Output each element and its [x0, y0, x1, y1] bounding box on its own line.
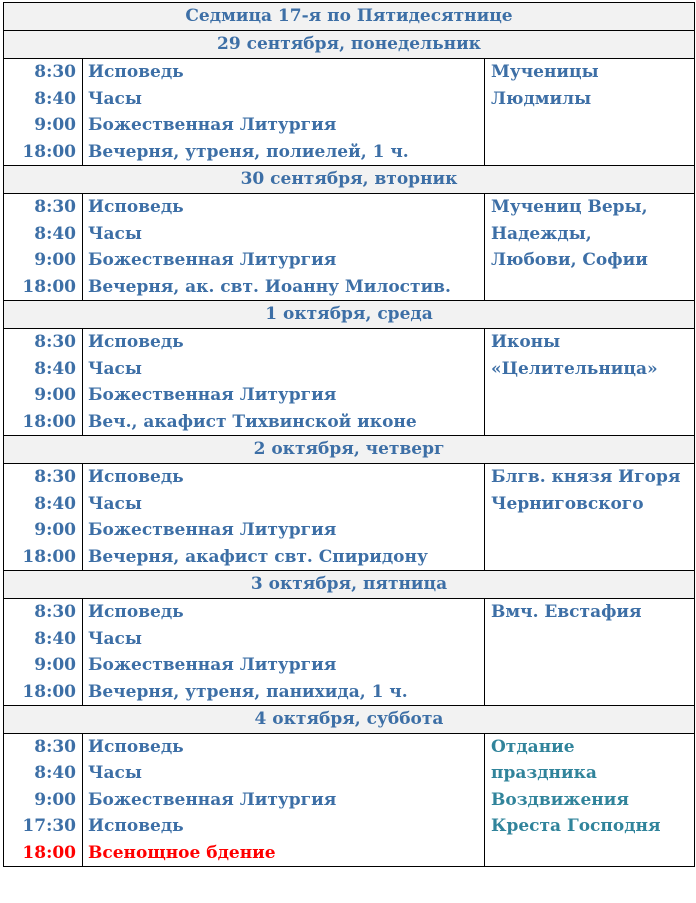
service-time: 8:30 [34, 602, 76, 622]
service-time: 8:30 [34, 467, 76, 487]
service-name: Веч., акафист Тихвинской иконе [88, 411, 417, 432]
commemoration-line: праздника [491, 763, 597, 784]
service-time: 18:00 [22, 546, 76, 567]
commemoration-line: Людмилы [491, 88, 592, 109]
commemoration [485, 329, 695, 436]
service-name: Вечерня, утреня, полиелей, 1 ч. [88, 141, 409, 162]
day-date: 30 сентября, вторник [4, 166, 695, 194]
commemoration [485, 464, 695, 571]
day-date: 29 сентября, понедельник [4, 31, 695, 59]
day-header-row [4, 301, 695, 329]
commemoration-line: «Целительница» [491, 358, 658, 379]
service-time: 8:30 [34, 737, 76, 757]
service-name: Исповедь [88, 816, 184, 837]
service-name: Божественная Литургия [88, 385, 337, 405]
service-names [83, 734, 485, 867]
service-name: Часы [88, 628, 142, 649]
day-date: 2 октября, четверг [4, 436, 695, 464]
day-date: 1 октября, среда [4, 301, 695, 329]
day-header-row [4, 166, 695, 194]
service-name: Божественная Литургия [88, 115, 337, 135]
service-name: Часы [88, 493, 142, 514]
service-name: Часы [88, 763, 142, 784]
service-time: 8:40 [34, 763, 76, 784]
service-name: Вечерня, ак. свт. Иоанну Милостив. [88, 276, 451, 297]
week-title-row [4, 3, 695, 31]
service-time: 8:30 [34, 197, 76, 217]
service-time: 8:40 [34, 628, 76, 649]
service-time: 9:00 [34, 520, 76, 540]
service-time: 18:00 [22, 842, 76, 863]
day-services-row [4, 59, 695, 166]
commemoration-line: Черниговского [491, 493, 644, 514]
service-name: Исповедь [88, 332, 184, 352]
commemoration-line: Креста Господня [491, 816, 661, 837]
commemoration-line: Надежды, [491, 223, 592, 244]
service-names [83, 59, 485, 166]
schedule-body [4, 3, 695, 867]
week-title: Седмица 17-я по Пятидесятнице [4, 3, 695, 31]
service-name: Исповедь [88, 197, 184, 217]
day-services-row [4, 329, 695, 436]
service-names [83, 329, 485, 436]
commemoration-line: Любови, Софии [491, 250, 648, 270]
day-header-row [4, 571, 695, 599]
commemoration [485, 59, 695, 166]
service-name: Исповедь [88, 602, 184, 622]
day-header-row [4, 706, 695, 734]
day-date: 3 октября, пятница [4, 571, 695, 599]
service-times [4, 734, 83, 867]
service-names [83, 464, 485, 571]
commemoration-line: Блгв. князя Игоря [491, 467, 681, 487]
service-time: 18:00 [22, 141, 76, 162]
service-time: 8:40 [34, 358, 76, 379]
commemoration-line: Отдание [491, 737, 575, 757]
commemoration [485, 734, 695, 867]
service-time: 18:00 [22, 276, 76, 297]
day-date: 4 октября, суббота [4, 706, 695, 734]
service-time: 9:00 [34, 385, 76, 405]
service-name: Вечерня, акафист свт. Спиридону [88, 546, 428, 567]
service-time: 8:30 [34, 332, 76, 352]
day-services-row [4, 599, 695, 706]
service-time: 9:00 [34, 655, 76, 675]
service-time: 8:30 [34, 62, 76, 82]
commemoration-line: Вмч. Евстафия [491, 602, 642, 622]
service-names [83, 599, 485, 706]
commemoration-line: Мученицы [491, 62, 599, 82]
day-header-row [4, 436, 695, 464]
service-name: Божественная Литургия [88, 655, 337, 675]
day-services-row [4, 464, 695, 571]
commemoration-line: Мучениц Веры, [491, 197, 648, 217]
service-time: 9:00 [34, 250, 76, 270]
service-names [83, 194, 485, 301]
service-name: Часы [88, 358, 142, 379]
service-time: 18:00 [22, 681, 76, 702]
service-time: 8:40 [34, 493, 76, 514]
service-name: Божественная Литургия [88, 520, 337, 540]
service-name: Божественная Литургия [88, 789, 337, 810]
service-name: Часы [88, 88, 142, 109]
service-times [4, 599, 83, 706]
service-time: 9:00 [34, 789, 76, 810]
service-time: 8:40 [34, 88, 76, 109]
commemoration-line: Воздвижения [491, 789, 629, 810]
service-name: Исповедь [88, 467, 184, 487]
day-services-row [4, 194, 695, 301]
commemoration [485, 194, 695, 301]
service-name: Всенощное бдение [88, 842, 276, 863]
day-header-row [4, 31, 695, 59]
service-name: Вечерня, утреня, панихида, 1 ч. [88, 681, 408, 702]
service-name: Исповедь [88, 737, 184, 757]
commemoration-line: Иконы [491, 332, 561, 352]
service-time: 9:00 [34, 115, 76, 135]
service-times [4, 464, 83, 571]
service-name: Божественная Литургия [88, 250, 337, 270]
commemoration [485, 599, 695, 706]
service-times [4, 194, 83, 301]
service-time: 17:30 [22, 816, 76, 837]
day-services-row [4, 734, 695, 867]
schedule-table [3, 2, 695, 867]
service-time: 8:40 [34, 223, 76, 244]
service-time: 18:00 [22, 411, 76, 432]
service-name: Часы [88, 223, 142, 244]
service-times [4, 59, 83, 166]
service-name: Исповедь [88, 62, 184, 82]
service-times [4, 329, 83, 436]
